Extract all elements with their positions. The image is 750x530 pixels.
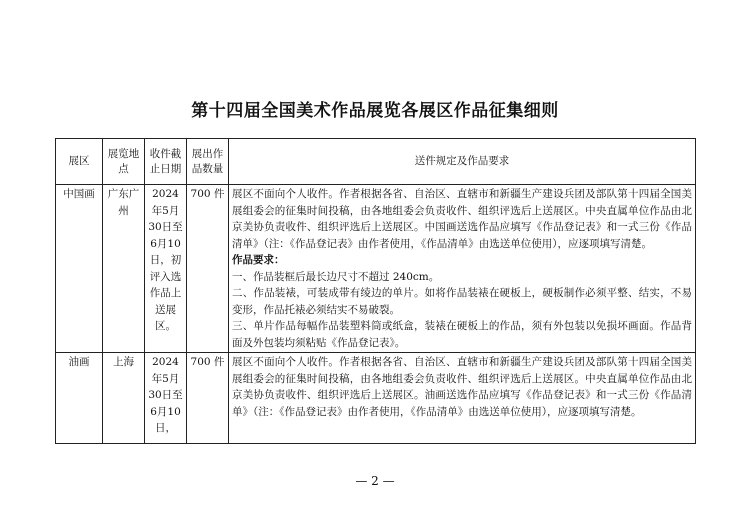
requirement-item: 三、单片作品每幅作品装塑料筒或纸盒，装裱在硬板上的作品，须有外包装以免损坏画面。作品背面及外包装均须粘贴《作品登记表》。: [232, 320, 692, 349]
deadline-cell: 2024年5月30日至6月10日，: [145, 353, 187, 444]
header-deadline: 收件截止日期: [145, 139, 187, 185]
count-cell: 700 件: [187, 353, 229, 444]
deadline-cell: 2024年5月30日至6月10日，初评入选作品上送展区。: [145, 185, 187, 353]
requirements-subheading: 作品要求：: [232, 254, 285, 266]
table-header-row: [56, 139, 696, 185]
submission-rules-table: [55, 138, 696, 444]
document-title: 第十四届全国美术作品展览各展区作品征集细则: [191, 101, 559, 121]
requirement-item: 二、作品装裱，可装成带有绫边的单片。如将作品装裱在硬板上，硬板制作必须平整、结实，不易变形，作品托裱必须结实不易破裂。: [232, 287, 692, 316]
requirements-cell: [229, 185, 696, 353]
header-count: 展出作品数量: [187, 139, 229, 185]
table-row: [56, 353, 696, 444]
location-cell: 广东广州: [103, 185, 145, 353]
requirements-paragraph: 展区不面向个人收件。作者根据各省、自治区、直辖市和新疆生产建设兵团及部队第十四届全国美展组委会的征集时间投稿，由各地组委会负责收件、组织评选后上送展区。中央直属单位作品由北京美协负责收件、组织评选后上送展区。中国画送选作品应填写《作品登记表》和一式三份《作品清单》（注：《作品登记表》由作者使用，《作品清单》由选送单位使用），应逐项填写清楚。: [232, 188, 692, 250]
count-cell: 700 件: [187, 185, 229, 353]
requirements-cell: [229, 353, 696, 444]
page-number: — 2 —: [355, 474, 395, 488]
location-cell: 上海: [103, 353, 145, 444]
header-location: 展览地点: [103, 139, 145, 185]
table-row: [56, 185, 696, 353]
requirement-item: 一、作品装框后最长边尺寸不超过 240cm。: [232, 270, 440, 283]
region-cell: 油画: [56, 353, 103, 444]
header-region: 展区: [56, 139, 103, 185]
requirements-paragraph: 展区不面向个人收件。作者根据各省、自治区、直辖市和新疆生产建设兵团及部队第十四届全国美展组委会的征集时间投稿，由各地组委会负责收件、组织评选后上送展区。中央直属单位作品由北京美协负责收件、组织评选后上送展区。油画送选作品应填写《作品登记表》和一式三份《作品清单》（注：《作品登记表》由作者使用，《作品清单》由选送单位使用），应逐项填写清楚。: [232, 356, 692, 418]
region-cell: 中国画: [56, 185, 103, 353]
header-requirements: 送件规定及作品要求: [229, 139, 696, 185]
